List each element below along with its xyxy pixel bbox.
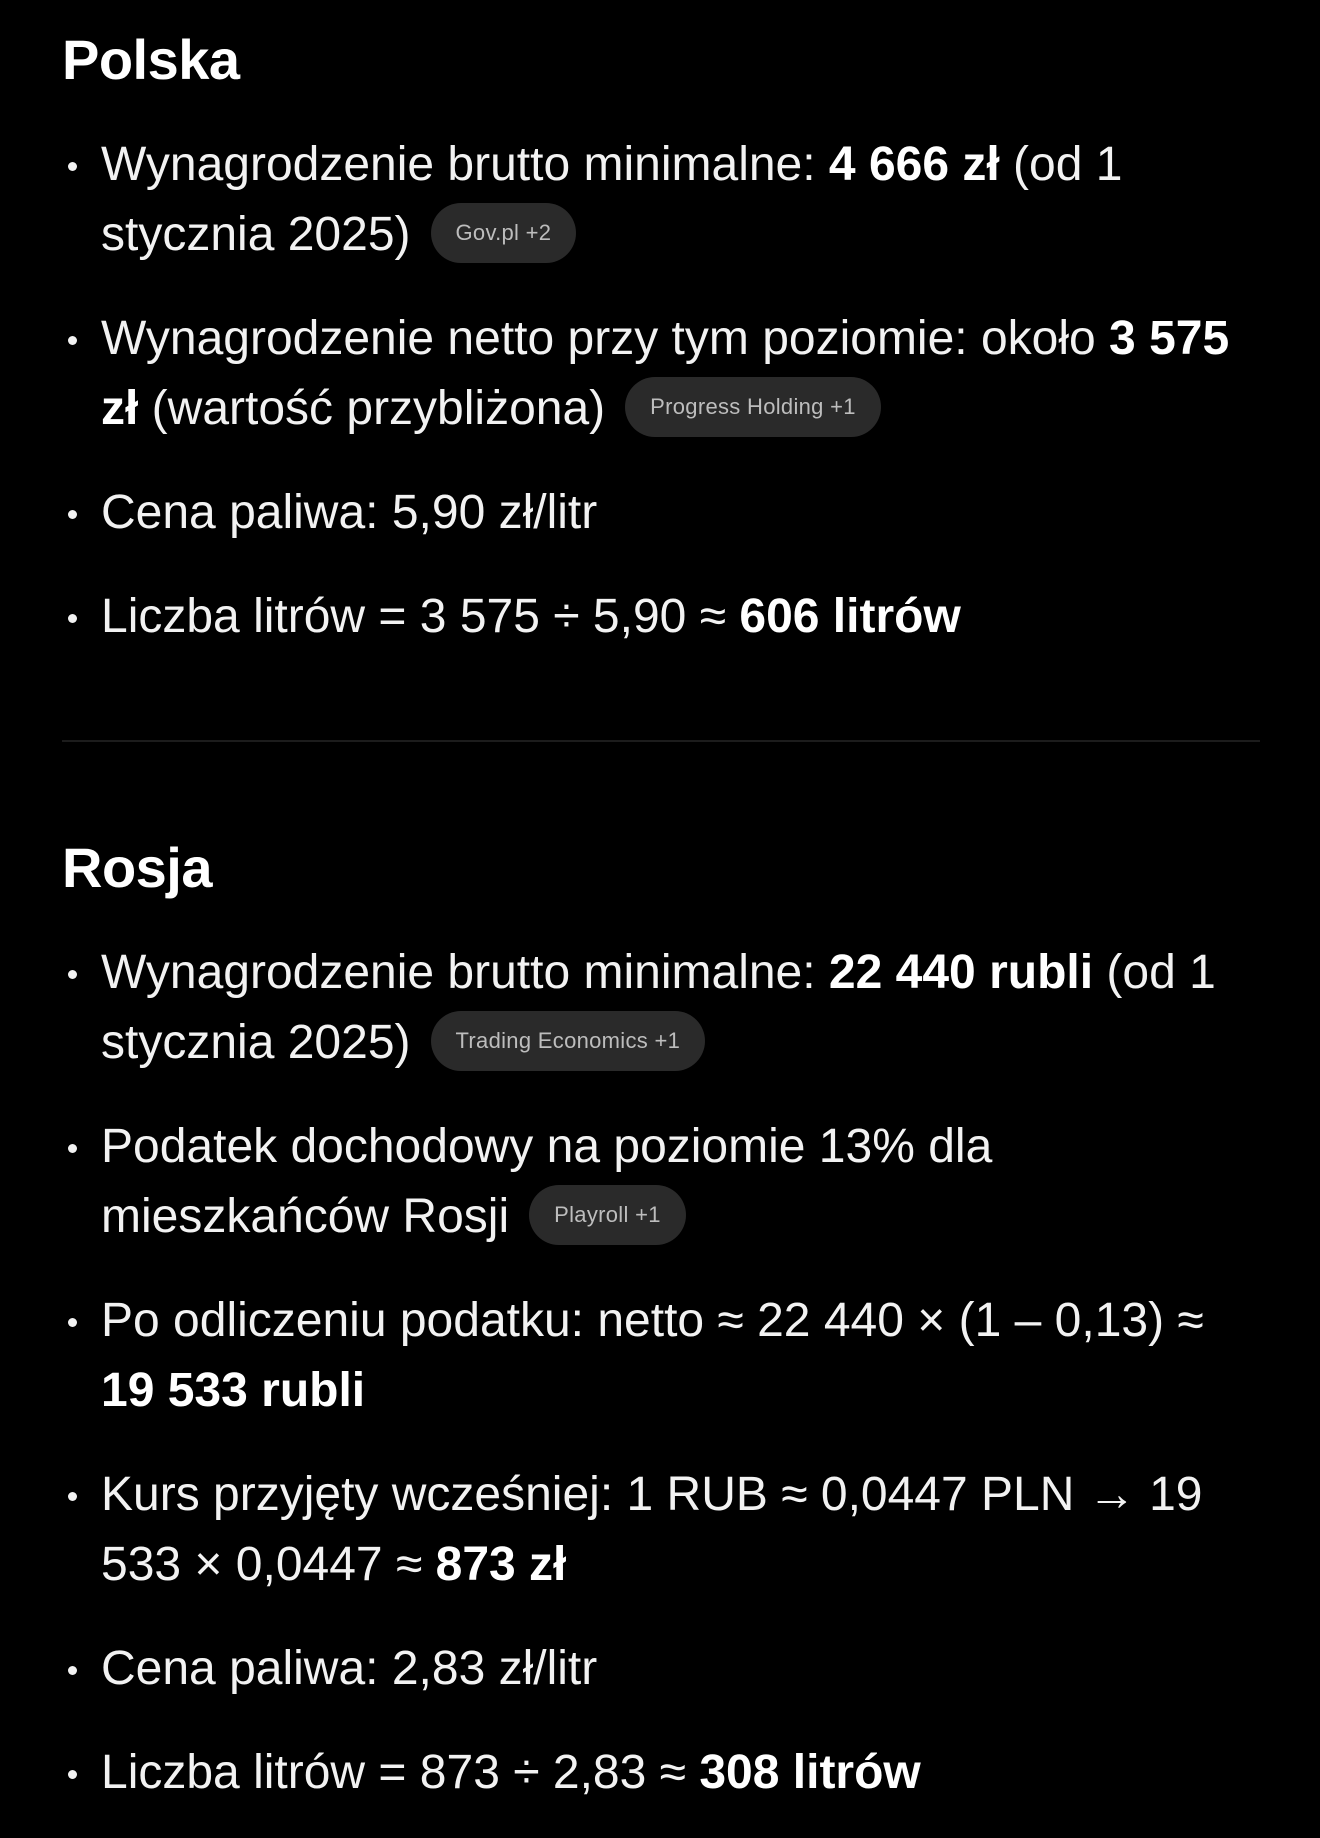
source-chip[interactable]: Gov.pl +2	[431, 203, 577, 263]
section-title-rosja: Rosja	[62, 836, 212, 899]
item-text: Cena paliwa: 2,83 zł/litr	[101, 1642, 598, 1695]
item-text-suffix: (wartość przybliżona)	[138, 382, 606, 435]
list-item	[62, 478, 1262, 548]
item-bold-value: 4 666 zł	[828, 138, 1000, 191]
item-text: Kurs przyjęty wcześniej: 1 RUB ≈ 0,0447 PLN → 19 533 × 0,0447 ≈	[101, 1468, 1203, 1591]
item-text: Podatek dochodowy na poziomie 13% dla mieszkańców Rosji	[101, 1120, 993, 1243]
item-text: Cena paliwa: 5,90 zł/litr	[101, 486, 598, 539]
item-text-suffix: (od 1 stycznia 2025)	[101, 946, 1216, 1069]
item-text: Liczba litrów = 873 ÷ 2,83 ≈	[101, 1746, 700, 1799]
item-text-suffix: (od 1 stycznia 2025)	[101, 138, 1123, 261]
item-text: Wynagrodzenie brutto minimalne:	[101, 946, 829, 999]
item-text: Liczba litrów = 3 575 ÷ 5,90 ≈	[101, 590, 740, 643]
item-bold-value: 873 zł	[435, 1538, 567, 1591]
polska-list	[62, 130, 1262, 652]
list-item	[62, 304, 1262, 444]
rosja-list	[62, 938, 1262, 1808]
list-item	[62, 1112, 1262, 1252]
item-text: Wynagrodzenie brutto minimalne:	[101, 138, 829, 191]
item-text: Po odliczeniu podatku: netto ≈ 22 440 × (1 – 0,13) ≈	[101, 1294, 1204, 1347]
item-text: Wynagrodzenie netto przy tym poziomie: około	[101, 312, 1110, 365]
source-chip[interactable]: Trading Economics +1	[431, 1011, 706, 1071]
item-bold-value: 19 533 rubli	[101, 1364, 366, 1417]
list-item	[62, 1460, 1262, 1600]
source-chip[interactable]: Progress Holding +1	[625, 377, 881, 437]
section-divider	[62, 740, 1260, 742]
item-bold-value: 3 575 zł	[101, 312, 1230, 435]
list-item	[62, 1286, 1262, 1426]
source-chip[interactable]: Playroll +1	[529, 1185, 686, 1245]
list-item	[62, 1634, 1262, 1704]
list-item	[62, 582, 1262, 652]
list-item	[62, 938, 1262, 1078]
list-item	[62, 1738, 1262, 1808]
list-item	[62, 130, 1262, 270]
section-title-polska: Polska	[62, 28, 240, 91]
item-bold-value: 22 440 rubli	[828, 946, 1094, 999]
item-bold-value: 308 litrów	[699, 1746, 921, 1799]
item-bold-value: 606 litrów	[739, 590, 961, 643]
